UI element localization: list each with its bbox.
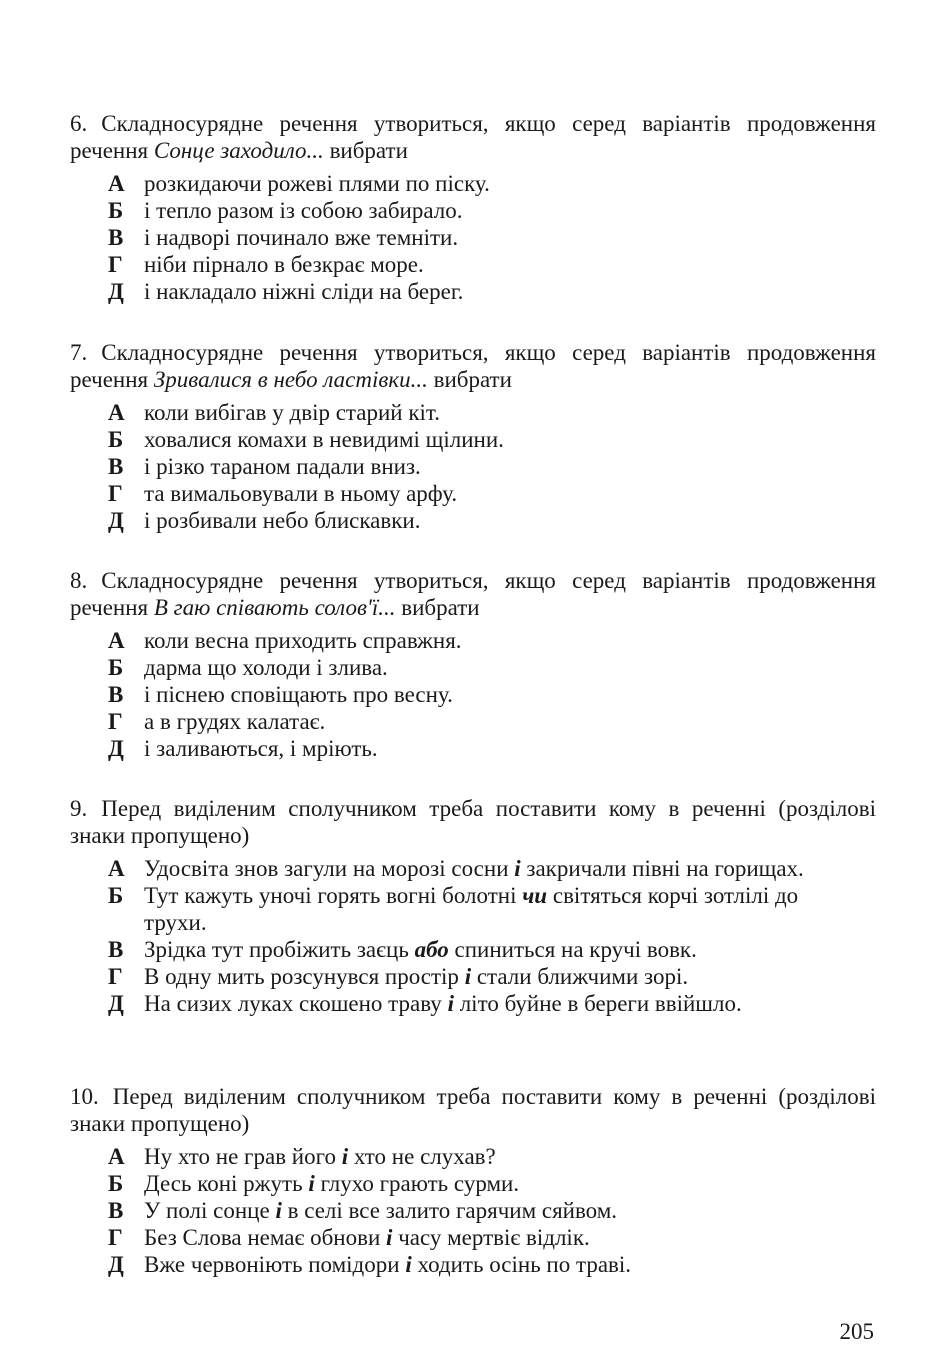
question-7 xyxy=(70,339,876,534)
option-text-after: глухо грають сурми. xyxy=(320,1171,520,1196)
option-text: і тепло разом із собою забирало. xyxy=(144,198,463,223)
answer-options xyxy=(108,627,876,762)
answer-option[interactable] xyxy=(108,1170,876,1197)
option-letter: В xyxy=(108,1198,124,1223)
option-letter: А xyxy=(108,400,125,425)
answer-option[interactable] xyxy=(108,170,876,197)
option-letter: Г xyxy=(108,709,123,734)
option-text xyxy=(144,855,864,882)
answer-option[interactable] xyxy=(108,963,876,990)
answer-option[interactable] xyxy=(108,735,876,762)
option-text xyxy=(144,963,864,990)
answer-options xyxy=(108,855,876,1017)
question-number: 10. xyxy=(70,1084,99,1109)
question-text xyxy=(70,1083,876,1137)
option-text: коли вибігав у двір старий кіт. xyxy=(144,400,440,425)
option-text: коли весна приходить справжня. xyxy=(144,628,462,653)
option-letter: Б xyxy=(108,883,124,908)
option-text: розкидаючи рожеві плями по піску. xyxy=(144,171,490,196)
option-text xyxy=(144,1170,864,1197)
highlighted-conjunction: і xyxy=(308,1171,315,1196)
option-text: і надворі починало вже темніти. xyxy=(144,225,459,250)
option-text xyxy=(144,990,864,1017)
highlighted-conjunction: і xyxy=(447,991,454,1016)
question-10 xyxy=(70,1083,876,1278)
option-text-before: Удосвіта знов загули на морозі сосни xyxy=(144,856,509,881)
option-letter: Д xyxy=(108,736,124,761)
highlighted-conjunction: і xyxy=(405,1252,412,1277)
option-text-after: світяться корчі зотлілі до трухи. xyxy=(144,883,799,935)
option-text-after: літо буйне в береги ввійшло. xyxy=(459,991,742,1016)
option-text xyxy=(144,936,864,963)
question-prompt-end: вибрати xyxy=(329,138,408,163)
option-text-after: в селі все залито гарячим сяйвом. xyxy=(287,1198,618,1223)
option-text: ховалися комахи в невидимі щілини. xyxy=(144,427,504,452)
question-8 xyxy=(70,567,876,762)
question-quote: Зривалися в небо ластівки... xyxy=(153,367,428,392)
option-text-after: хто не слухав? xyxy=(353,1144,496,1169)
answer-option[interactable] xyxy=(108,507,876,534)
question-text xyxy=(70,567,876,621)
option-letter: А xyxy=(108,856,125,881)
page-number: 205 xyxy=(839,1319,874,1344)
option-text: і піснею сповіщають про весну. xyxy=(144,682,453,707)
answer-option[interactable] xyxy=(108,855,876,882)
option-letter: В xyxy=(108,454,124,479)
highlighted-conjunction: і xyxy=(341,1144,349,1169)
option-letter: В xyxy=(108,682,124,707)
question-text xyxy=(70,110,876,164)
option-text: а в грудях калатає. xyxy=(144,709,326,734)
answer-option[interactable] xyxy=(108,627,876,654)
answer-option[interactable] xyxy=(108,936,876,963)
option-text-before: Зрідка тут пробіжить заєць xyxy=(144,937,409,962)
highlighted-conjunction: і xyxy=(275,1198,282,1223)
option-text xyxy=(144,1251,864,1278)
answer-option[interactable] xyxy=(108,1251,876,1278)
option-text xyxy=(144,882,864,936)
option-letter: Д xyxy=(108,279,124,304)
question-prompt: Складносурядне речення утвориться, якщо серед варіантів продовження речення xyxy=(70,111,876,163)
answer-option[interactable] xyxy=(108,426,876,453)
answer-option[interactable] xyxy=(108,1224,876,1251)
option-text-before: Вже червоніють помідори xyxy=(144,1252,400,1277)
answer-options xyxy=(108,1143,876,1278)
question-number: 6. xyxy=(70,111,88,136)
option-text: та вимальовували в ньому арфу. xyxy=(144,481,458,506)
option-text: і різко тараном падали вниз. xyxy=(144,454,421,479)
question-quote: Сонце заходило... xyxy=(153,138,324,163)
highlighted-conjunction: і xyxy=(514,856,521,881)
option-text-after: стали ближчими зорі. xyxy=(476,964,689,989)
answer-option[interactable] xyxy=(108,681,876,708)
option-letter: А xyxy=(108,628,125,653)
option-letter: Г xyxy=(108,252,123,277)
question-number: 8. xyxy=(70,568,88,593)
answer-options xyxy=(108,399,876,534)
option-text xyxy=(144,1224,864,1251)
question-prompt: Перед виділеним сполучником треба поставити кому в реченні (розділові знаки пропущено) xyxy=(70,796,876,848)
option-letter: В xyxy=(108,937,124,962)
question-number: 7. xyxy=(70,340,88,365)
option-letter: А xyxy=(108,171,125,196)
option-text: і розбивали небо блискавки. xyxy=(144,508,421,533)
option-letter: Д xyxy=(108,991,124,1016)
answer-option[interactable] xyxy=(108,990,876,1017)
option-text: і заливаються, і мріють. xyxy=(144,736,378,761)
answer-option[interactable] xyxy=(108,882,876,936)
option-letter: Г xyxy=(108,1225,123,1250)
answer-option[interactable] xyxy=(108,708,876,735)
highlighted-conjunction: чи xyxy=(522,883,548,908)
answer-option[interactable] xyxy=(108,278,876,305)
answer-option[interactable] xyxy=(108,654,876,681)
question-9 xyxy=(70,795,876,1017)
option-letter: Д xyxy=(108,508,124,533)
option-text-before: Тут кажуть уночі горять вогні болотні xyxy=(144,883,517,908)
option-text-after: часу мертвіє відлік. xyxy=(398,1225,590,1250)
option-text-before: Ну хто не грав його xyxy=(144,1144,336,1169)
option-letter: А xyxy=(108,1144,125,1169)
question-prompt-end: вибрати xyxy=(401,595,480,620)
option-text-before: На сизих луках скошено траву xyxy=(144,991,442,1016)
option-text: і накладало ніжні сліди на берег. xyxy=(144,279,464,304)
option-letter: Б xyxy=(108,427,124,452)
answer-option[interactable] xyxy=(108,480,876,507)
question-prompt: Складносурядне речення утвориться, якщо серед варіантів продовження речення xyxy=(70,568,876,620)
option-letter: Б xyxy=(108,1171,124,1196)
answer-option[interactable] xyxy=(108,197,876,224)
option-text-before: В одну мить розсунувся простір xyxy=(144,964,459,989)
option-text-after: спиниться на кручі вовк. xyxy=(454,937,697,962)
option-letter: Б xyxy=(108,655,124,680)
answer-option[interactable] xyxy=(108,453,876,480)
option-letter: В xyxy=(108,225,124,250)
highlighted-conjunction: і xyxy=(464,964,472,989)
question-text xyxy=(70,339,876,393)
option-text-before: Десь коні ржуть xyxy=(144,1171,303,1196)
answer-options xyxy=(108,170,876,305)
option-letter: Г xyxy=(108,964,123,989)
answer-option[interactable] xyxy=(108,399,876,426)
answer-option[interactable] xyxy=(108,224,876,251)
option-letter: Д xyxy=(108,1252,124,1277)
question-number: 9. xyxy=(70,796,88,821)
question-text xyxy=(70,795,876,849)
question-prompt: Перед виділеним сполучником треба поставити кому в реченні (розділові знаки пропущено) xyxy=(70,1084,876,1136)
highlighted-conjunction: і xyxy=(386,1225,393,1250)
option-text-after: ходить осінь по траві. xyxy=(417,1252,632,1277)
option-letter: Б xyxy=(108,198,124,223)
question-6 xyxy=(70,110,876,305)
answer-option[interactable] xyxy=(108,1197,876,1224)
option-text-before: Без Слова немає обнови xyxy=(144,1225,381,1250)
question-quote: В гаю співають солов'ї... xyxy=(153,595,396,620)
option-text-after: закричали півні на горищах. xyxy=(526,856,804,881)
option-letter: Г xyxy=(108,481,123,506)
question-prompt-end: вибрати xyxy=(433,367,512,392)
option-text-before: У полі сонце xyxy=(144,1198,270,1223)
answer-option[interactable] xyxy=(108,251,876,278)
answer-option[interactable] xyxy=(108,1143,876,1170)
highlighted-conjunction: або xyxy=(414,937,449,962)
option-text: дарма що холоди і злива. xyxy=(144,655,388,680)
option-text xyxy=(144,1143,864,1170)
option-text xyxy=(144,1197,864,1224)
question-prompt: Складносурядне речення утвориться, якщо серед варіантів продовження речення xyxy=(70,340,876,392)
option-text: ніби пірнало в безкрає море. xyxy=(144,252,424,277)
